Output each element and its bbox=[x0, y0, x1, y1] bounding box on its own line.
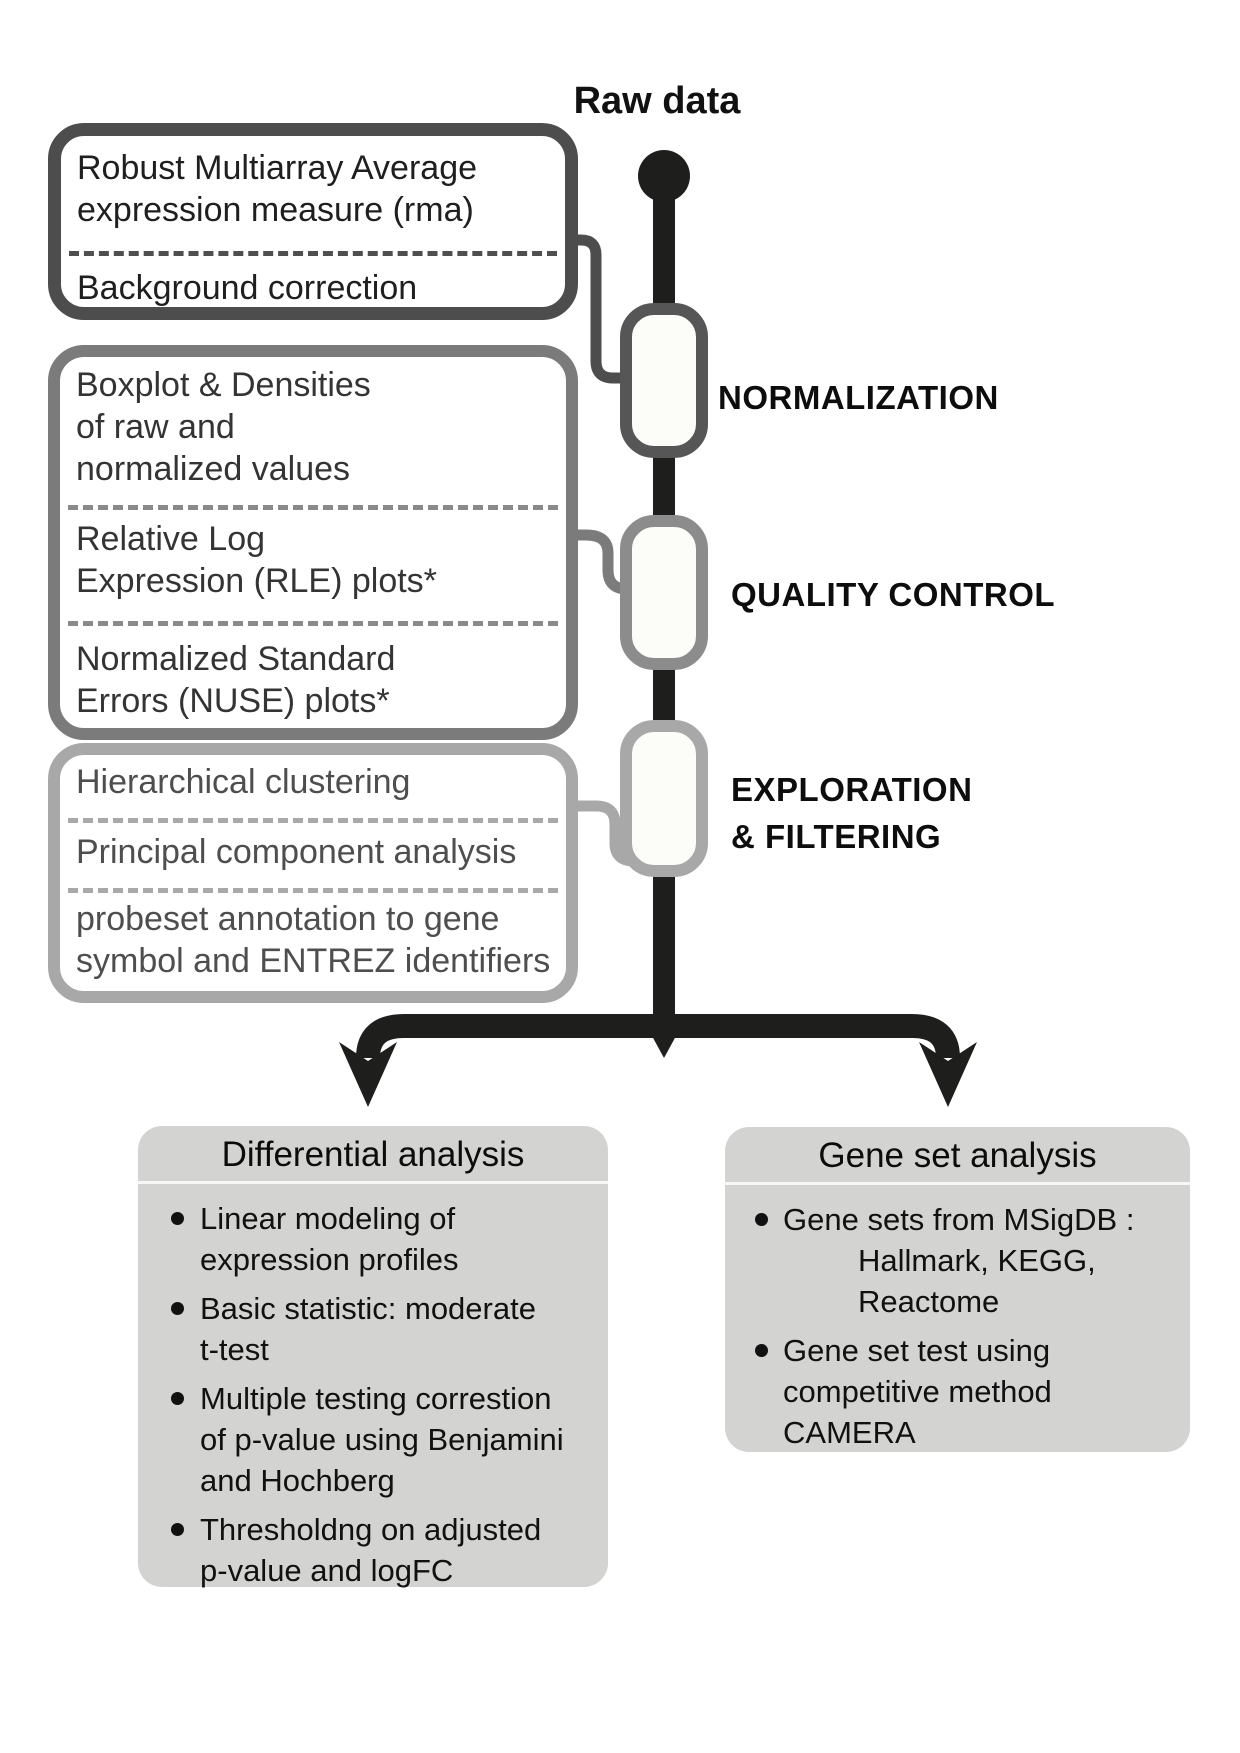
junction-notch bbox=[652, 1036, 676, 1058]
dashed-divider bbox=[68, 818, 558, 823]
right-branch bbox=[664, 1026, 948, 1058]
box-section bbox=[76, 761, 556, 803]
method-line: Normalized Standard bbox=[76, 640, 396, 678]
box-section bbox=[76, 638, 556, 722]
box-section bbox=[76, 898, 556, 982]
box-section bbox=[77, 267, 555, 309]
method-line: Errors (NUSE) plots* bbox=[76, 682, 390, 720]
method-line: normalized values bbox=[76, 450, 351, 488]
raw-data-label: Raw data bbox=[573, 80, 741, 122]
differential-analysis-box bbox=[138, 1126, 608, 1587]
raw-data-node bbox=[638, 150, 690, 202]
list-item: Thresholdng on adjusted p-value and logFC bbox=[138, 1509, 602, 1591]
box-section bbox=[77, 147, 555, 231]
differential-analysis-list bbox=[138, 1184, 608, 1591]
dashed-divider bbox=[68, 505, 558, 510]
list-item: Multiple testing correstion of p-value using Benjamini and Hochberg bbox=[138, 1378, 602, 1501]
bullet-dot-icon bbox=[755, 1344, 768, 1357]
list-item: Linear modeling of expression profiles bbox=[138, 1198, 602, 1280]
method-line: probeset annotation to gene bbox=[76, 900, 500, 938]
box-section bbox=[76, 364, 556, 490]
stage-label-exploration-line2: & FILTERING bbox=[731, 818, 942, 855]
bullet-dot-icon bbox=[755, 1213, 768, 1226]
quality-control-methods-box bbox=[48, 345, 578, 740]
stage-label-normalization: NORMALIZATION bbox=[718, 379, 999, 416]
stage-label-exploration bbox=[731, 766, 972, 860]
dashed-divider bbox=[68, 888, 558, 893]
exploration-capsule bbox=[626, 726, 702, 871]
method-line: Expression (RLE) plots* bbox=[76, 562, 437, 600]
method-line: of raw and bbox=[76, 408, 235, 446]
differential-analysis-title: Differential analysis bbox=[221, 1135, 525, 1174]
method-line: Boxplot & Densities bbox=[76, 366, 371, 404]
dashed-divider bbox=[68, 621, 558, 626]
box-section bbox=[76, 518, 556, 602]
method-line: symbol and ENTREZ identifiers bbox=[76, 942, 551, 980]
normalization-capsule bbox=[626, 309, 702, 452]
normalization-methods-box bbox=[48, 123, 578, 320]
bullet-dot-icon bbox=[171, 1392, 184, 1405]
bullet-dot-icon bbox=[171, 1523, 184, 1536]
list-item: Gene sets from MSigDB : Hallmark, KEGG, Reactome bbox=[725, 1199, 1184, 1322]
list-item: Basic statistic: moderate t-test bbox=[138, 1288, 602, 1370]
gene-set-analysis-title: Gene set analysis bbox=[818, 1136, 1097, 1175]
method-line: Principal component analysis bbox=[76, 833, 517, 871]
method-line: Hierarchical clustering bbox=[76, 763, 411, 801]
left-branch bbox=[368, 1026, 664, 1058]
method-line: Relative Log bbox=[76, 520, 266, 558]
normalization-connector bbox=[572, 240, 628, 378]
gene-set-analysis-box bbox=[725, 1127, 1190, 1452]
dashed-divider bbox=[69, 251, 557, 256]
method-line: Background correction bbox=[77, 269, 418, 307]
method-line: expression measure (rma) bbox=[77, 191, 474, 229]
gene-set-analysis-list bbox=[725, 1185, 1190, 1453]
box-section bbox=[76, 831, 556, 873]
bullet-dot-icon bbox=[171, 1212, 184, 1225]
stage-label-exploration-line1: EXPLORATION bbox=[731, 771, 973, 808]
bullet-dot-icon bbox=[171, 1302, 184, 1315]
exploration-methods-box bbox=[48, 743, 578, 1003]
stage-label-quality-control: QUALITY CONTROL bbox=[731, 576, 1056, 613]
method-line: Robust Multiarray Average bbox=[77, 149, 478, 187]
quality-control-capsule bbox=[626, 521, 702, 664]
list-item: Gene set test using competitive method CAMERA bbox=[725, 1330, 1184, 1453]
